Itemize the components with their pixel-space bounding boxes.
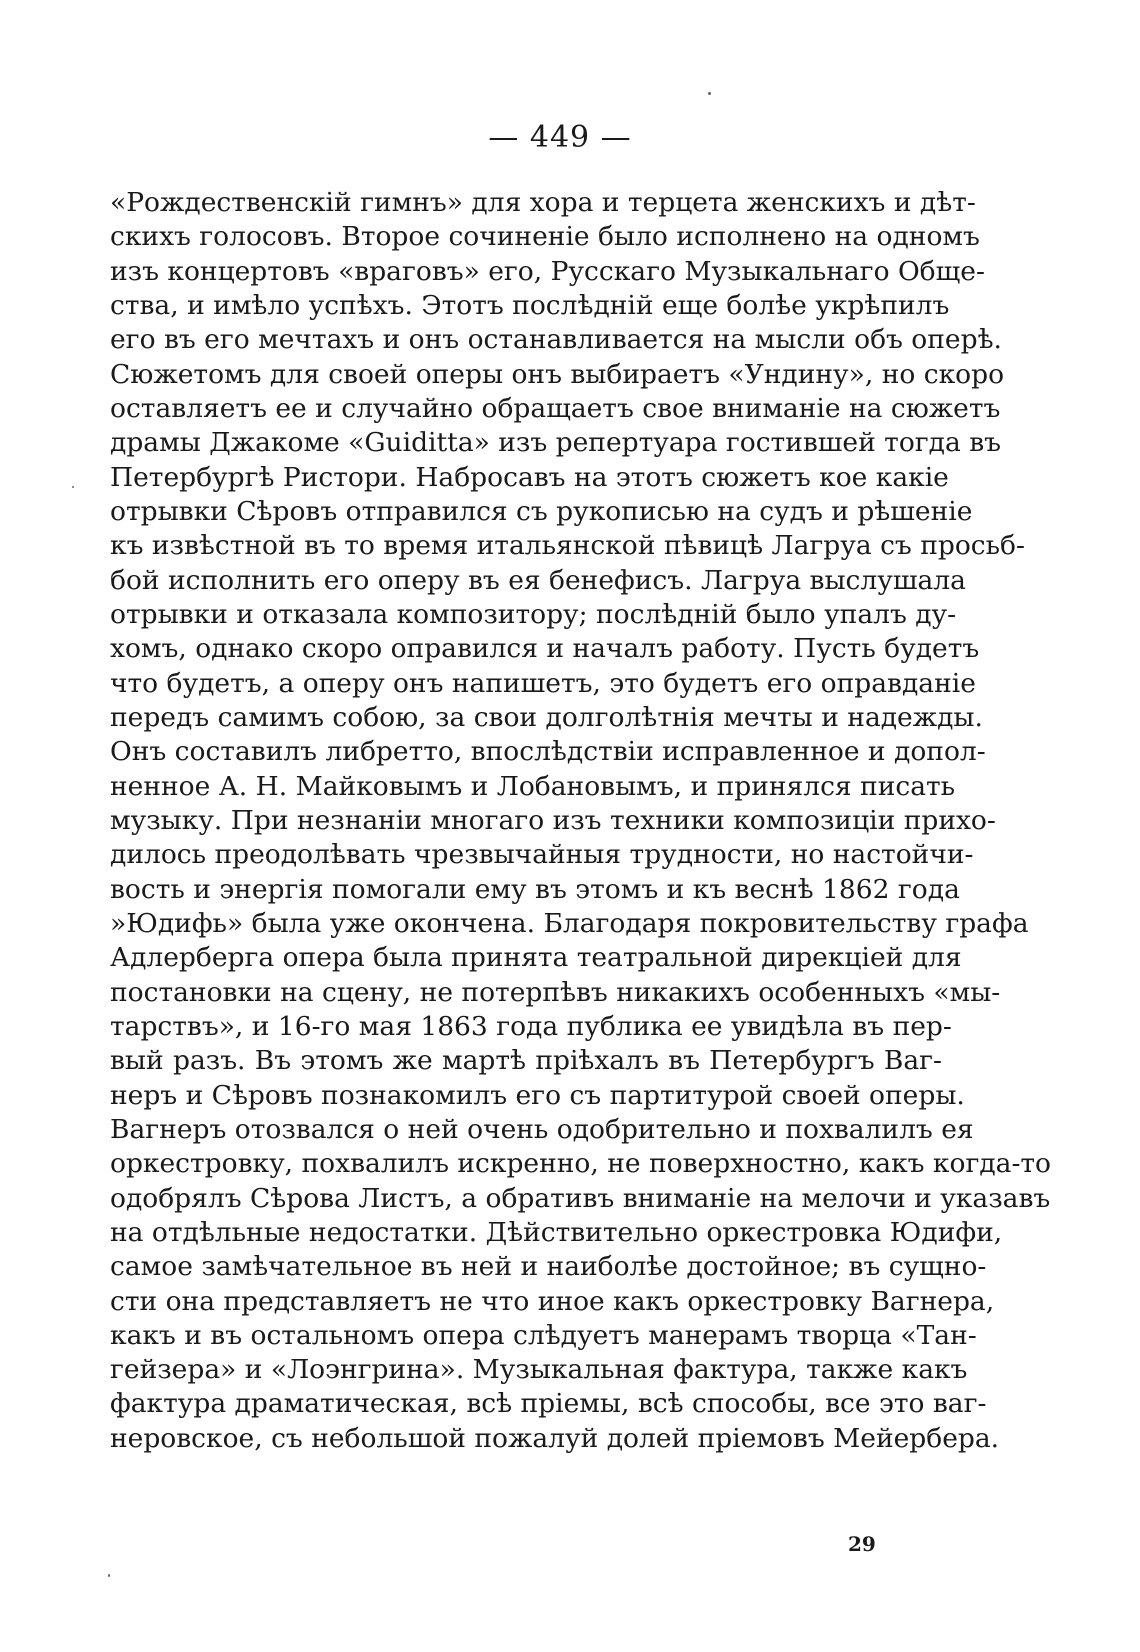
text-line: Сюжетомъ для своей оперы онъ выбираетъ «Ундину», но скоро [110, 358, 1005, 390]
text-line: »Юдифь» была уже окончена. Благодаря покровительству графа [110, 907, 1029, 939]
text-line: фактура драматическая, всѣ пріемы, всѣ способы, все это ваг- [110, 1388, 987, 1420]
signature-mark: 29 [848, 1532, 876, 1556]
text-line: вый разъ. Въ этомъ же мартѣ пріѣхалъ въ Петербургъ Ваг- [110, 1045, 942, 1077]
text-line: дилось преодолѣвать чрезвычайныя трудности, но настойчи- [110, 839, 974, 871]
paper-speck [108, 1574, 110, 1577]
text-line: драмы Джакоме «Guiditta» изъ репертуара гостившей тогда въ [110, 427, 1001, 459]
text-line: отрывки Сѣровъ отправился съ рукописью на судъ и рѣшеніе [110, 495, 973, 527]
text-line: оркестровку, похвалилъ искренно, не поверхностно, какъ когда-то [110, 1148, 1052, 1180]
text-line: музыку. При незнаніи многаго изъ техники композиціи прихо- [110, 804, 996, 836]
text-line: къ извѣстной въ то время итальянской пѣвицѣ Лагруа съ просьб- [110, 530, 1025, 562]
text-line: Петербургѣ Ристори. Набросавъ на этотъ сюжетъ кое какіе [110, 461, 949, 493]
text-line: Адлерберга опера была принята театральной дирекціей для [110, 942, 962, 974]
text-line: бой исполнить его оперу въ ея бенефисъ. Лагруа выслушала [110, 564, 966, 596]
text-line-last: неровское, съ небольшой пожалуй долей пріемовъ Мейербера. [110, 1422, 1000, 1454]
text-line: изъ концертовъ «враговъ» его, Русскаго Музыкальнаго Обще- [110, 255, 985, 287]
body-text [110, 186, 1052, 1456]
text-line: скихъ голосовъ. Второе сочиненіе было исполнено на одномъ [110, 221, 980, 253]
text-line: «Рождественскій гимнъ» для хора и терцета женскихъ и дѣт- [110, 187, 976, 218]
paper-speck [708, 92, 711, 95]
text-line: хомъ, однако скоро оправился и началъ работу. Пусть будетъ [110, 633, 980, 665]
text-line: гейзера» и «Лоэнгрина». Музыкальная фактура, также какъ [110, 1354, 968, 1386]
text-line: ненное А. Н. Майковымъ и Лобановымъ, и принялся писать [110, 770, 956, 802]
text-line: вость и энергія помогали ему въ этомъ и къ веснѣ 1862 года [110, 873, 960, 905]
text-line: его въ его мечтахъ и онъ останавливается на мысли объ оперѣ. [110, 324, 1002, 356]
text-line: ства, и имѣло успѣхъ. Этотъ послѣдній еще болѣе укрѣпилъ [110, 289, 950, 321]
text-line: неръ и Сѣровъ познакомилъ его съ партитурой своей оперы. [110, 1079, 965, 1111]
text-line: на отдѣльные недостатки. Дѣйствительно оркестровка Юдифи, [110, 1216, 1003, 1248]
text-line: отрывки и отказала композитору; послѣдній было упалъ ду- [110, 598, 957, 630]
text-line: Вагнеръ отозвался о ней очень одобрительно и похвалилъ ея [110, 1113, 974, 1145]
text-line: одобрялъ Сѣрова Листъ, а обративъ вниманіе на мелочи и указавъ [110, 1182, 1051, 1214]
text-line: что будетъ, а оперу онъ напишетъ, это будетъ его оправданіе [110, 667, 976, 699]
text-line: постановки на сцену, не потерпѣвъ никакихъ особенныхъ «мы- [110, 976, 1001, 1008]
text-line: тарствъ», и 16-го мая 1863 года публика ее увидѣла въ пер- [110, 1010, 952, 1042]
text-line: сти она представляетъ не что иное какъ оркестровку Вагнера, [110, 1285, 995, 1317]
text-line: самое замѣчательное въ ней и наиболѣе достойное; въ сущно- [110, 1251, 987, 1283]
text-line: передъ самимъ собою, за свои долголѣтнія мечты и надежды. [110, 701, 983, 733]
page-number: — 449 — [488, 120, 632, 155]
paper-speck [72, 486, 74, 488]
text-line: Онъ составилъ либретто, впослѣдствіи исправленное и допол- [110, 736, 986, 768]
text-line: какъ и въ остальномъ опера слѣдуетъ манерамъ творца «Тан- [110, 1319, 977, 1351]
text-line: оставляетъ ее и случайно обращаетъ свое вниманіе на сюжетъ [110, 392, 1001, 424]
